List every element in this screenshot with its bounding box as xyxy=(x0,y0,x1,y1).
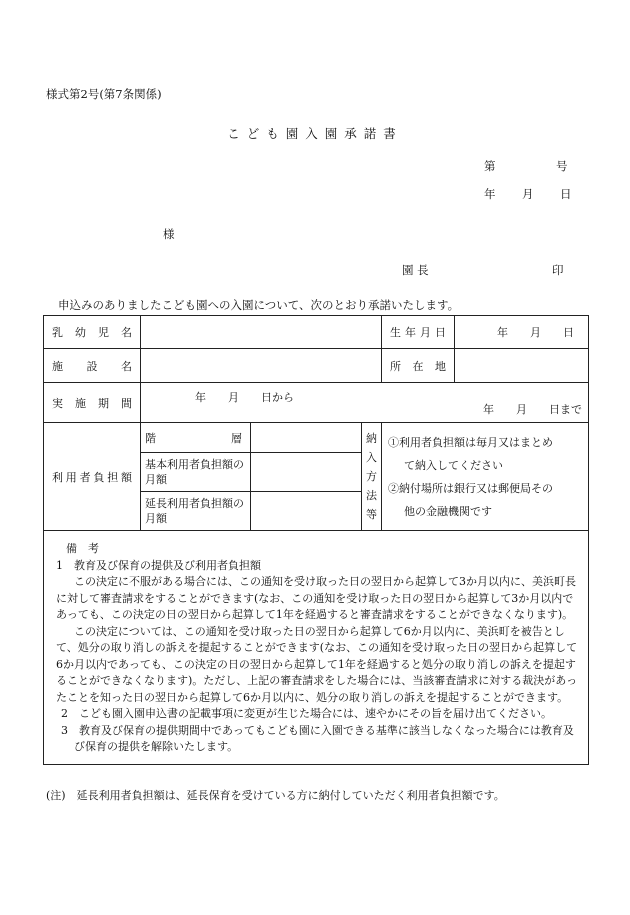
payment-note-2b: 他の金融機関です xyxy=(404,504,493,518)
burden-label: 利用者負担額 xyxy=(44,423,141,531)
facility-field xyxy=(141,349,382,383)
footnote: (注) 延長利用者負担額は、延長保育を受けている方に納付していただく利用者負担額です。 xyxy=(46,789,505,802)
form-number: 様式第2号(第7条関係) xyxy=(46,87,162,101)
addressee-suffix: 様 xyxy=(163,227,175,241)
notes-item1-para1: この決定に不服がある場合には、この通知を受け取った日の翌日から起算して3か月以内に、美浜町長に対して審査請求をすることができます(なお、この通知を受け取った日の翌日から起算して3か月以内であっても、この決定の日の翌日から起算して1年を経過すると審査請求をすることができなくなります)。 xyxy=(56,575,576,621)
document-title: こども園入園承諾書 xyxy=(227,126,403,141)
period-label: 実施期間 xyxy=(44,383,141,423)
payment-note-1b: て納入してください xyxy=(404,458,504,472)
notes-item2: 2 こども園入園申込書の記載事項に変更が生じた場合には、速やかにその旨を届け出てください。 xyxy=(61,707,552,720)
date-month: 月 xyxy=(522,187,534,201)
number-suffix: 号 xyxy=(556,159,568,173)
basic-burden-field xyxy=(251,453,362,492)
approval-table xyxy=(43,315,589,765)
director-line xyxy=(402,262,564,278)
notes-section xyxy=(44,531,589,765)
intro-text: 申込みのありましたこども園への入園について、次のとおり承諾いたします。 xyxy=(58,298,460,312)
tier-field xyxy=(251,423,362,453)
notes-heading: 備 考 xyxy=(66,542,99,555)
document-number xyxy=(484,158,568,174)
basic-burden-label: 基本利用者負担額の月額 xyxy=(141,453,251,492)
notes-item3: 3 教育及び保育の提供期間中であってもこども園に入園できる基準に該当しなくなった場合には教育及び保育の提供を解除いたします。 xyxy=(61,723,574,753)
tier-label: 階層 xyxy=(141,423,251,453)
document-date xyxy=(484,186,572,202)
address-label: 所在地 xyxy=(382,349,455,383)
date-day: 日 xyxy=(560,187,572,201)
payment-notes xyxy=(382,423,589,531)
period-from: 年 月 日から xyxy=(195,391,294,404)
date-year: 年 xyxy=(484,187,496,201)
birthdate-label: 生年月日 xyxy=(382,316,455,349)
period-field xyxy=(141,383,589,423)
birthdate-value: 年 月 日 xyxy=(455,316,589,349)
notes-item1-title: 1 教育及び保育の提供及び利用者負担額 xyxy=(56,558,261,572)
facility-label: 施設名 xyxy=(44,349,141,383)
extended-burden-label: 延長利用者負担額の月額 xyxy=(141,492,251,531)
period-to: 年 月 日まで xyxy=(483,403,583,416)
number-prefix: 第 xyxy=(484,159,496,173)
child-name-field xyxy=(141,316,382,349)
payment-method-label: 納入方法等 xyxy=(362,423,382,531)
payment-note-2: ②納付場所は銀行又は郵便局その xyxy=(388,481,554,495)
seal-label: 印 xyxy=(552,263,564,277)
extended-burden-field xyxy=(251,492,362,531)
address-field xyxy=(455,349,589,383)
notes-item1-para2: この決定については、この通知を受け取った日の翌日から起算して6か月以内に、美浜町を被告として、処分の取り消しの訴えを提起することができます(なお、この通知を受け取った日の翌日から起算して6か月以内であっても、この決定の日の翌日から起算して1年を経過すると処分の取り消しの訴えを提起することができなくなります)。ただし、上記の審査請求をした場合には、当該審査請求に対する裁決があったことを知った日の翌日から起算して6か月以内に、処分の取り消しの訴えを提起することができます。 xyxy=(56,624,578,704)
payment-note-1: ①利用者負担額は毎月又はまとめ xyxy=(388,435,554,449)
child-name-label: 乳幼児名 xyxy=(44,316,141,349)
director-label: 園 長 xyxy=(402,263,429,277)
